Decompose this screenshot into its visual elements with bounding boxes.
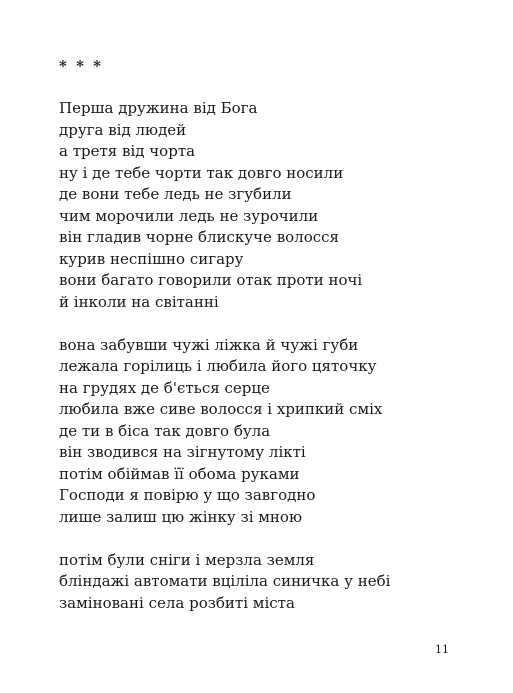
poem-body (59, 98, 479, 636)
poem-line: де вони тебе ледь не згубили (59, 185, 292, 203)
page-number: 11 (435, 643, 449, 656)
poem-line: любила вже сиве волосся і хрипкий сміх (59, 400, 383, 418)
poem-line: заміновані села розбиті міста (59, 593, 295, 612)
poem-line: а третя від чорта (59, 142, 196, 160)
section-separator: * * * (59, 57, 103, 75)
poem-line: він зводився на зігнутому лікті (59, 443, 306, 461)
poem-line: курив неспішно сигару (59, 249, 244, 268)
poem-line: вони багато говорили отак проти ночі (59, 271, 363, 289)
poem-line: вона забувши чужі ліжка й чужі губи (59, 335, 359, 354)
poem-line: лежала горілиць і любила його цяточку (59, 357, 377, 375)
poem-line: на грудях де б'ється серце (59, 378, 270, 397)
poem-line: потім обіймав її обома руками (59, 464, 300, 483)
poem-line: потім були сніги і мерзла земля (59, 550, 315, 569)
stanza-2 (59, 335, 479, 529)
poem-line: чим морочили ледь не зурочили (59, 206, 319, 225)
poem-line: бліндажі автомати вціліла синичка у небі (59, 572, 391, 590)
poem-line: Господи я повірю у що завгодно (59, 486, 316, 504)
poem-line: він гладив чорне блискуче волосся (59, 228, 339, 246)
stanza-1 (59, 98, 479, 313)
poem-line: й інколи на світанні (59, 292, 219, 311)
stanza-3 (59, 550, 479, 615)
poem-line: Перша дружина від Бога (59, 99, 258, 117)
poem-line: де ти в біса так довго була (59, 421, 271, 440)
poem-line: ну і де тебе чорти так довго носили (59, 163, 344, 182)
poem-line: друга від людей (59, 120, 187, 139)
poem-line: лише залиш цю жінку зі мною (59, 507, 303, 526)
